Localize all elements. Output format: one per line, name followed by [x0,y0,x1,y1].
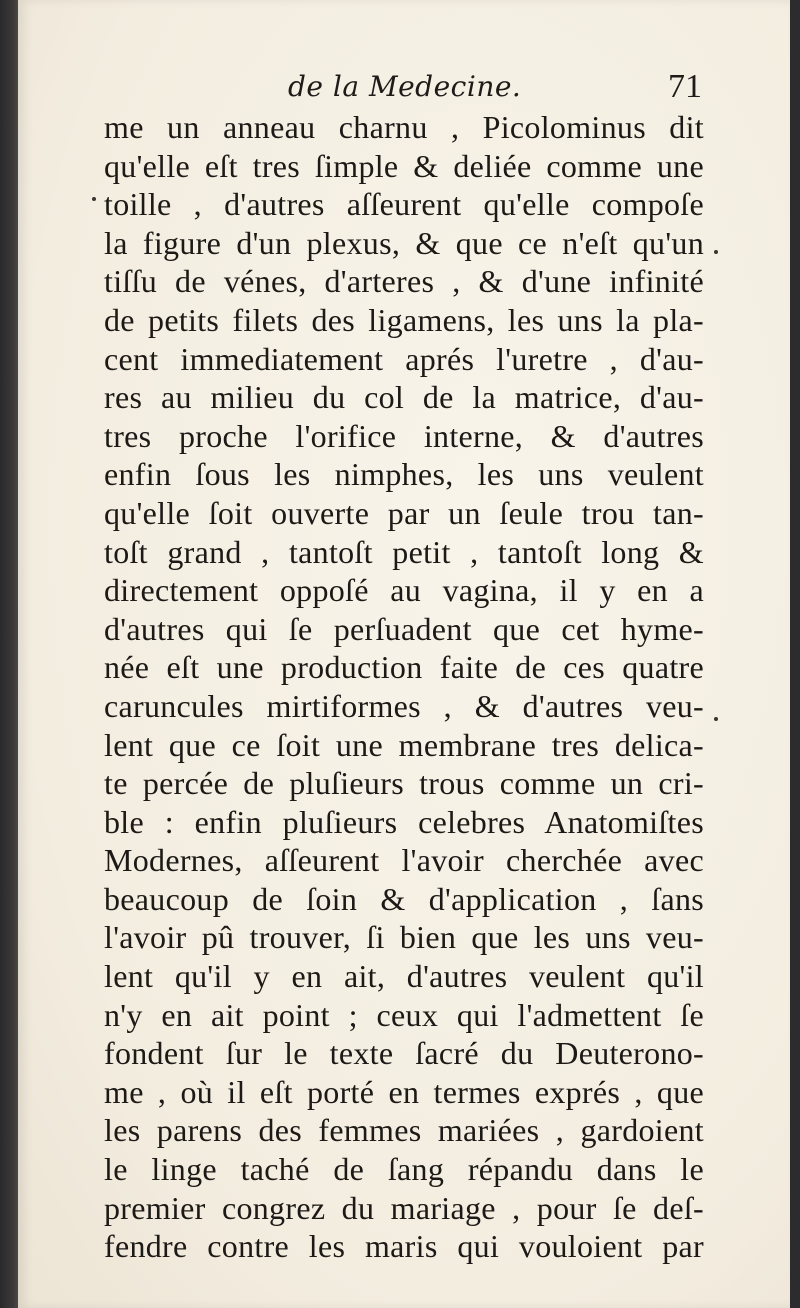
ink-speck [714,717,718,721]
text-line: qu'elle ſoit ouverte par un ſeule trou tan- [104,494,704,531]
text-line: n'y en ait point ; ceux qui l'admettent ſe [104,996,704,1033]
text-line: caruncules mirtiformes , & d'autres veu- [104,687,704,724]
text-line: toille , d'autres aſſeurent qu'elle compoſe [104,186,704,223]
text-line: cent immediatement aprés l'uretre , d'au- [104,340,704,377]
ink-speck [714,250,718,254]
page-number: 71 [668,68,702,105]
text-line: te percée de pluſieurs trous comme un cri- [104,765,704,802]
text-line: fondent ſur le texte ſacré du Deuterono- [104,1035,704,1072]
text-line: toſt grand , tantoſt petit , tantoſt long & [104,533,704,570]
text-line: qu'elle eſt tres ſimple & deliée comme une [104,147,704,184]
text-line: de petits filets des ligamens, les uns la pla- [104,301,704,338]
page-header [0,68,800,108]
text-line: née eſt une production faite de ces quatre [104,649,704,686]
text-line: tres proche l'orifice interne, & d'autres [104,417,704,454]
text-line: res au milieu du col de la matrice, d'au- [104,379,704,416]
text-line: directement oppoſé au vagina, il y en a [104,572,704,609]
text-line: premier congrez du mariage , pour ſe deſ- [104,1189,704,1226]
running-head: de la Medecine. [288,70,522,103]
text-line: lent que ce ſoit une membrane tres delica- [104,726,704,763]
text-line: me , où il eſt porté en termes exprés , que [104,1073,704,1110]
text-line: enfin ſous les nimphes, les uns veulent [104,456,704,493]
text-line: l'avoir pû trouver, ſi bien que les uns veu- [104,919,704,956]
ink-speck [92,197,96,201]
text-line: lent qu'il y en ait, d'autres veulent qu'il [104,958,704,995]
body-text [104,108,704,1266]
text-line: me un anneau charnu , Picolominus dit [104,109,704,145]
text-line: Modernes, aſſeurent l'avoir cherchée avec [104,842,704,879]
text-line: beaucoup de ſoin & d'application , ſans [104,880,704,917]
text-line: le linge taché de ſang répandu dans le [104,1151,704,1188]
text-line: fendre contre les maris qui vouloient par [104,1228,704,1265]
text-line: tiſſu de vénes, d'arteres , & d'une infinité [104,263,704,300]
text-line: la figure d'un plexus, & que ce n'eſt qu'un [104,224,704,261]
text-line: d'autres qui ſe perſuadent que cet hyme- [104,610,704,647]
text-line: ble : enfin pluſieurs celebres Anatomiſtes [104,803,704,840]
text-line: les parens des femmes mariées , gardoient [104,1112,704,1149]
